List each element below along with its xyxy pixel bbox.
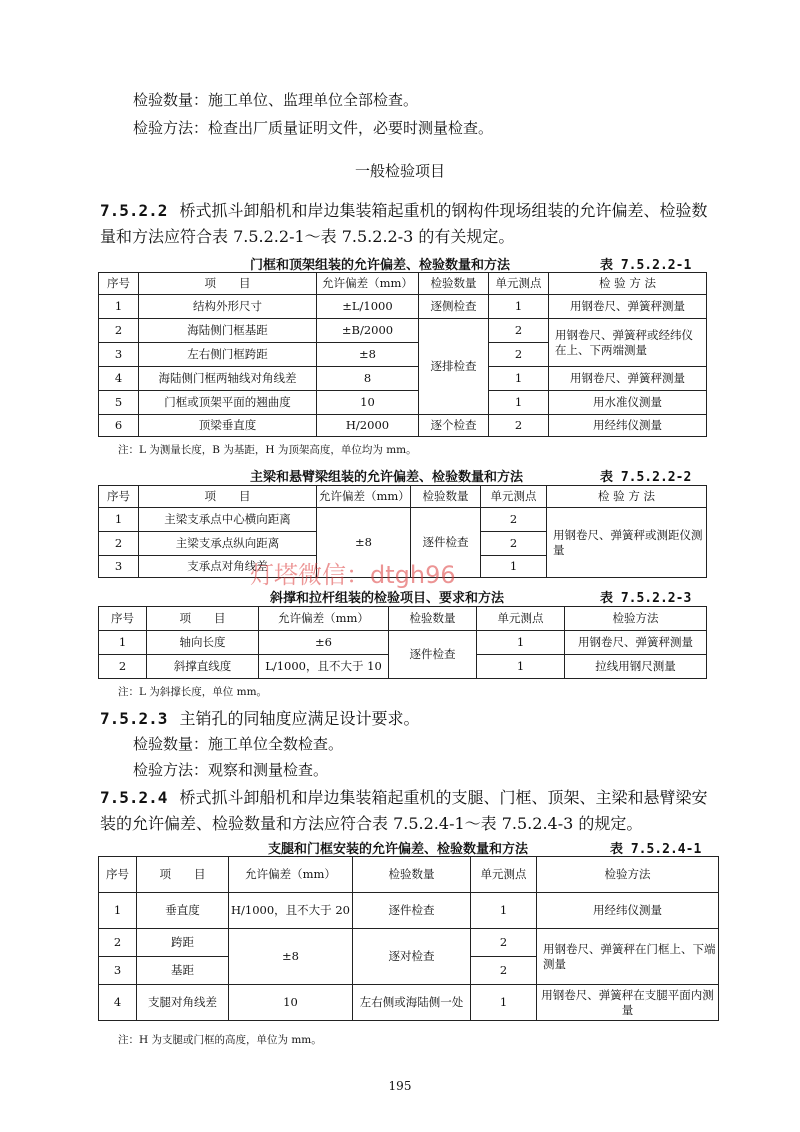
col-header: 检 验 方 法: [549, 273, 707, 295]
inspection-quantity-line: 检验数量：施工单位、监理单位全部检查。: [133, 91, 419, 109]
col-header: 项 目: [139, 486, 317, 508]
row-points: 1: [477, 655, 565, 679]
merged-method: 用钢卷尺、弹簧秤或经纬仪在上、下两端测量: [549, 319, 707, 367]
table-row: [99, 985, 719, 1021]
row-method: 用水准仪测量: [549, 391, 707, 415]
row-tolerance: H/1000，且不大于 20: [229, 893, 353, 929]
row-item: 主梁支承点纵向距离: [139, 532, 317, 556]
table-row: [99, 367, 707, 391]
row-tolerance: ±8: [317, 343, 419, 367]
row-tolerance: L/1000，且不大于 10: [259, 655, 389, 679]
row-method: 用经纬仪测量: [549, 415, 707, 437]
row-method: 用钢卷尺、弹簧秤测量: [565, 631, 707, 655]
table3: [98, 606, 707, 679]
row-item: 主梁支承点中心横向距离: [139, 508, 317, 532]
col-header: 项 目: [139, 273, 317, 295]
col-header: 项 目: [137, 857, 229, 893]
row-tolerance: ±6: [259, 631, 389, 655]
row-item: 垂直度: [137, 893, 229, 929]
clause-text: 桥式抓斗卸船机和岸边集装箱起重机的支腿、门框、顶架、主梁和悬臂梁安: [179, 788, 708, 807]
row-quantity: 逐个检查: [419, 415, 489, 437]
row-number: 5: [99, 391, 139, 415]
col-header: 序号: [99, 273, 139, 295]
row-number: 2: [99, 319, 139, 343]
table1-tag: 表 7.5.2.2-1: [600, 258, 692, 273]
clause-7522-line2: 量和方法应符合表 7.5.2.2-1～表 7.5.2.2-3 的有关规定。: [100, 227, 515, 246]
row-item: 轴向长度: [147, 631, 259, 655]
clause-7523-quantity: 检验数量：施工单位全数检查。: [133, 735, 344, 753]
row-number: 6: [99, 415, 139, 437]
row-quantity: 逐侧检查: [419, 295, 489, 319]
row-item: 顶梁垂直度: [139, 415, 317, 437]
row-points: 1: [471, 893, 537, 929]
table4: [98, 856, 719, 1021]
row-item: 支承点对角线差: [139, 556, 317, 578]
row-method: 用经纬仪测量: [537, 893, 719, 929]
row-points: 1: [489, 367, 549, 391]
row-number: 4: [99, 367, 139, 391]
col-header: 检验方法: [537, 857, 719, 893]
table-row: [99, 295, 707, 319]
table1-note: 注：L 为测量长度，B 为基距，H 为顶架高度，单位均为 mm。: [118, 444, 417, 456]
row-points: 1: [489, 391, 549, 415]
row-points: 1: [481, 556, 547, 578]
row-tolerance: 8: [317, 367, 419, 391]
table-header-row: [99, 273, 707, 295]
row-item: 跨距: [137, 929, 229, 957]
col-header: 检 验 方 法: [547, 486, 707, 508]
col-header: 允许偏差（mm）: [317, 486, 411, 508]
inspection-method-line: 检验方法：检查出厂质量证明文件，必要时测量检查。: [133, 119, 494, 137]
col-header: 允许偏差（mm）: [259, 607, 389, 631]
table3-note: 注：L 为斜撑长度，单位 mm。: [118, 686, 268, 698]
table-row: [99, 893, 719, 929]
row-number: 1: [99, 631, 147, 655]
table4-tag: 表 7.5.2.4-1: [610, 842, 702, 857]
row-points: 1: [477, 631, 565, 655]
row-item: 左右侧门框跨距: [139, 343, 317, 367]
merged-quantity: 逐件检查: [411, 508, 481, 578]
col-header: 单元测点: [489, 273, 549, 295]
row-points: 2: [481, 532, 547, 556]
col-header: 序号: [99, 486, 139, 508]
row-points: 2: [471, 957, 537, 985]
row-points: 2: [489, 319, 549, 343]
row-item: 海陆侧门框基距: [139, 319, 317, 343]
table4-caption: 支腿和门框安装的允许偏差、检验数量和方法: [268, 842, 529, 857]
table-row: [99, 415, 707, 437]
row-method: 拉线用钢尺测量: [565, 655, 707, 679]
page-number: 195: [388, 1079, 412, 1093]
col-header: 允许偏差（mm）: [317, 273, 419, 295]
table-row: [99, 319, 707, 343]
row-method: 用钢卷尺、弹簧秤测量: [549, 295, 707, 319]
row-number: 3: [99, 556, 139, 578]
col-header: 检验数量: [411, 486, 481, 508]
col-header: 检验方法: [565, 607, 707, 631]
table-row: [99, 508, 707, 532]
merged-tolerance: ±8: [229, 929, 353, 985]
row-number: 3: [99, 343, 139, 367]
row-method: 用钢卷尺、弹簧秤测量: [549, 367, 707, 391]
col-header: 项 目: [147, 607, 259, 631]
table1: [98, 272, 707, 437]
col-header: 序号: [99, 607, 147, 631]
row-method: 用钢卷尺、弹簧秤在支腿平面内测量: [537, 985, 719, 1021]
col-header: 检验数量: [353, 857, 471, 893]
row-number: 1: [99, 295, 139, 319]
row-tolerance: 10: [317, 391, 419, 415]
table-row: [99, 391, 707, 415]
table-header-row: [99, 607, 707, 631]
table-header-row: [99, 857, 719, 893]
clause-7523: [100, 706, 419, 729]
col-header: 单元测点: [477, 607, 565, 631]
row-number: 3: [99, 957, 137, 985]
row-tolerance: ±L/1000: [317, 295, 419, 319]
row-tolerance: ±B/2000: [317, 319, 419, 343]
merged-quantity: 逐排检查: [419, 319, 489, 415]
row-number: 2: [99, 655, 147, 679]
row-item: 门框或顶架平面的翘曲度: [139, 391, 317, 415]
row-points: 2: [471, 929, 537, 957]
table4-note: 注：H 为支腿或门框的高度，单位为 mm。: [118, 1034, 322, 1046]
col-header: 单元测点: [481, 486, 547, 508]
table3-tag: 表 7.5.2.2-3: [600, 591, 692, 606]
row-number: 2: [99, 929, 137, 957]
table3-caption: 斜撑和拉杆组装的检验项目、要求和方法: [270, 591, 505, 606]
row-tolerance: 10: [229, 985, 353, 1021]
merged-quantity: 逐件检查: [389, 631, 477, 679]
row-points: 1: [489, 295, 549, 319]
merged-tolerance: ±8: [317, 508, 411, 578]
row-points: 2: [481, 508, 547, 532]
row-points: 2: [489, 415, 549, 437]
clause-number: 7.5.2.4: [100, 788, 168, 807]
watermark-text: 灯塔微信：dtgh96: [250, 561, 456, 589]
col-header: 检验数量: [389, 607, 477, 631]
clause-7524-line2: 装的允许偏差、检验数量和方法应符合表 7.5.2.4-1～表 7.5.2.4-3 的规定。: [100, 814, 643, 833]
table-header-row: [99, 486, 707, 508]
row-quantity: 左右侧或海陆侧一处: [353, 985, 471, 1021]
table-row: [99, 631, 707, 655]
clause-text: 桥式抓斗卸船机和岸边集装箱起重机的钢构件现场组装的允许偏差、检验数: [179, 201, 708, 220]
row-points: 2: [489, 343, 549, 367]
clause-7522-line1: [100, 198, 707, 221]
row-tolerance: H/2000: [317, 415, 419, 437]
col-header: 检验数量: [419, 273, 489, 295]
merged-method: 用钢卷尺、弹簧秤在门框上、下端测量: [537, 929, 719, 985]
row-points: 1: [471, 985, 537, 1021]
table2-caption: 主梁和悬臂梁组装的允许偏差、检验数量和方法: [250, 470, 524, 485]
table-row: [99, 929, 719, 957]
clause-7523-method: 检验方法：观察和测量检查。: [133, 761, 329, 779]
clause-number: 7.5.2.3: [100, 709, 168, 728]
table1-caption: 门框和顶架组装的允许偏差、检验数量和方法: [250, 258, 511, 273]
col-header: 序号: [99, 857, 137, 893]
clause-7524-line1: [100, 785, 707, 808]
clause-number: 7.5.2.2: [100, 201, 168, 220]
row-number: 4: [99, 985, 137, 1021]
col-header: 单元测点: [471, 857, 537, 893]
row-item: 结构外形尺寸: [139, 295, 317, 319]
table2-tag: 表 7.5.2.2-2: [600, 470, 692, 485]
col-header: 允许偏差（mm）: [229, 857, 353, 893]
row-number: 2: [99, 532, 139, 556]
row-number: 1: [99, 893, 137, 929]
row-item: 斜撑直线度: [147, 655, 259, 679]
row-item: 海陆侧门框两轴线对角线差: [139, 367, 317, 391]
merged-method: 用钢卷尺、弹簧秤或测距仪测量: [547, 508, 707, 578]
row-quantity: 逐件检查: [353, 893, 471, 929]
clause-text: 主销孔的同轴度应满足设计要求。: [179, 709, 420, 728]
row-item: 支腿对角线差: [137, 985, 229, 1021]
row-number: 1: [99, 508, 139, 532]
section-title: 一般检验项目: [354, 162, 445, 180]
row-item: 基距: [137, 957, 229, 985]
merged-quantity: 逐对检查: [353, 929, 471, 985]
